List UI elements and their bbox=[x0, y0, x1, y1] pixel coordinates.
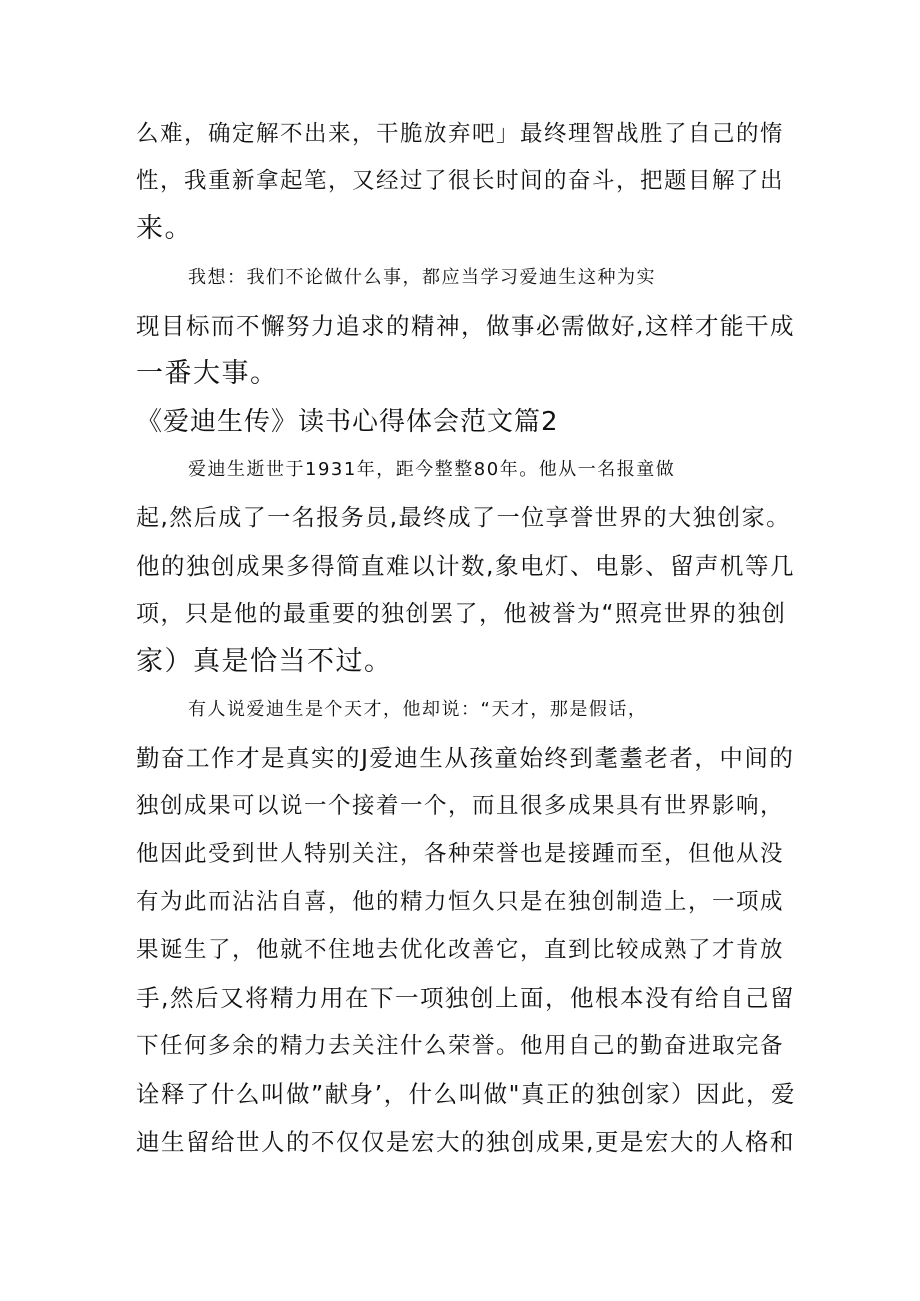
text-line: 一番大事。 bbox=[136, 358, 279, 389]
text-line: 性，我重新拿起笔，又经过了很长时间的奋斗，把题目解了出 bbox=[136, 168, 785, 194]
text-line: 他的独创成果多得简直难以计数,象电灯、电影、留声机等几 bbox=[136, 552, 795, 580]
text-line: 项，只是他的最重要的独创罢了，他被誉为“照亮世界的独创 bbox=[136, 601, 787, 627]
paragraph-first-line: 有人说爱迪生是个天才，他却说：“天才，那是假话， bbox=[188, 699, 648, 720]
text-line: 勤奋工作才是真实的J爱迪生从孩童始终到耄耋老者，中间的 bbox=[136, 744, 795, 772]
section-heading: 《爱迪生传》读书心得体会范文篇2 bbox=[136, 407, 559, 437]
text-line: 果诞生了，他就不住地去优化改善它，直到比较成熟了才肯放 bbox=[136, 937, 785, 963]
text-line: 诠释了什么叫做”献身’，什么叫做"真正的独创家）因此，爱 bbox=[136, 1080, 796, 1108]
text-line: 起,然后成了一名报务员,最终成了一位享誉世界的大独创家。 bbox=[136, 505, 791, 531]
paragraph-first-line: 我想：我们不论做什么事，都应当学习爱迪生这种为实 bbox=[188, 267, 656, 288]
text-line: 迪生留给世人的不仅仅是宏大的独创成果,更是宏大的人格和 bbox=[136, 1128, 795, 1156]
paragraph-first-line: 爱迪生逝世于1931年，距今整整80年。他从一名报童做 bbox=[188, 459, 676, 480]
text-line: 有为此而沾沾自喜，他的精力恒久只是在独创制造上，一项成 bbox=[136, 889, 785, 915]
text-line: 家）真是恰当不过。 bbox=[136, 646, 393, 677]
text-line: 现目标而不懈努力追求的精神，做事必需做好,这样才能干成 bbox=[136, 312, 795, 340]
text-line: 独创成果可以说一个接着一个，而且很多成果具有世界影响， bbox=[136, 793, 785, 819]
text-line: 么难，确定解不出来，干脆放弃吧」最终理智战胜了自己的惰 bbox=[136, 121, 785, 147]
text-line: 他因此受到世人特别关注，各种荣誉也是接踵而至，但他从没 bbox=[136, 841, 785, 867]
text-line: 来。 bbox=[136, 213, 193, 244]
text-line: 下任何多余的精力去关注什么荣誉。他用自己的勤奋进取完备 bbox=[136, 1033, 785, 1059]
text-line: 手,然后又将精力用在下一项独创上面，他根本没有给自己留 bbox=[136, 984, 795, 1012]
